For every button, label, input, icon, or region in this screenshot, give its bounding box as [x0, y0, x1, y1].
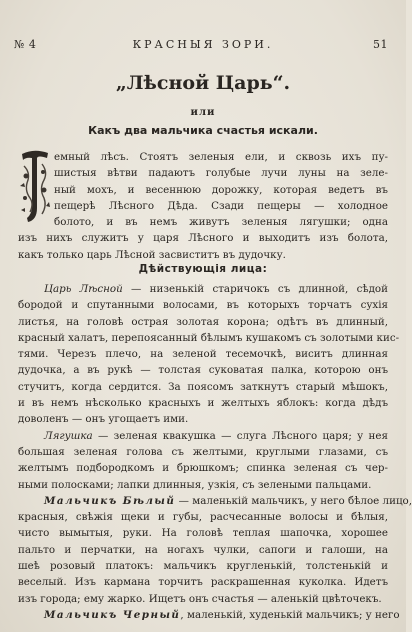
page-number: 51: [373, 38, 388, 51]
text-line: пальто и перчатки, на ногахъ чулки, сапоги и галоши, на: [18, 543, 388, 556]
characters-list: [18, 281, 412, 623]
text-line: и въ немъ нѣсколько красныхъ и желтыхъ яблокъ: когда дѣдъ: [18, 397, 388, 410]
character-entry: Лягушка — зеленая квакушка — слуга Лѣсного царя; у нея: [44, 429, 388, 442]
character-name: Мальчикъ Черный: [44, 608, 181, 621]
text-line: желтымъ подбородкомъ и брюшкомъ; спинка зеленая съ чер-: [18, 462, 388, 475]
section-heading: Дѣйствующія лица:: [138, 263, 268, 275]
text-line: листья, на головѣ острая золотая корона; одѣтъ въ длинный,: [18, 315, 388, 328]
text-line: емный лѣсъ. Стоятъ зеленыя ели, и сквозь ихъ пу-: [54, 151, 388, 163]
play-title: „Лѣсной Царь“.: [115, 72, 291, 94]
text-line: веселый. Изъ кармана торчитъ раскрашенная куколка. Идетъ: [18, 576, 388, 589]
text-line: стучитъ, когда сердится. За поясомъ заткнутъ старый мѣшокъ,: [18, 380, 388, 393]
journal-title: КРАСНЫЯ ЗОРИ.: [132, 38, 274, 51]
text-line: бородой и спутанными волосами, въ которыхъ торчатъ сухія: [18, 299, 388, 312]
text-line: болото, и въ немъ живутъ зеленыя лягушки; одна: [54, 216, 388, 229]
text-line: шеѣ розовый платокъ: мальчикъ кругленькій, толстенькій и: [18, 560, 388, 573]
character-name: Царь Лѣсной: [44, 283, 123, 295]
text-line: красный халатъ, перепоясанный бѣлымъ кушакомъ съ золотыми кис-: [18, 331, 400, 344]
text-line: красныя, свѣжія щеки и губы, расчесанные волосы и бѣлыя,: [18, 511, 388, 524]
text-line: дудочка, а въ рукѣ — толстая суковатая палка, которою онъ: [18, 364, 388, 377]
character-name: Лягушка: [44, 429, 93, 442]
text-line: чисто вымытыя, руки. На головѣ теплая шапочка, хорошее: [18, 527, 388, 540]
text-line: изъ города; ему жарко. Ищетъ онъ счастья — аленькій цвѣточекъ.: [18, 592, 382, 605]
text-line: ными полосками; лапки длинныя, узкія, съ зелеными пальцами.: [18, 478, 372, 491]
text-line: ный мохъ, и весеннюю дорожку, которая ведетъ въ: [54, 183, 388, 196]
intro-paragraph: [18, 149, 388, 263]
character-entry: Мальчикъ Черный, маленькій, худенькій мальчикъ; у него: [44, 608, 400, 621]
character-name: Мальчикъ Бѣлый: [44, 494, 176, 507]
text-line: пещерѣ Лѣсного Дѣда. Сзади пещеры — холодное: [54, 199, 388, 212]
character-entry: Мальчикъ Бѣлый — маленькій мальчикъ, у него бѣлое лицо,: [44, 494, 412, 507]
text-line: доволенъ — онъ угощаетъ ими.: [18, 413, 189, 426]
subtitle-connector: или: [190, 107, 216, 118]
issue-number: № 4: [14, 38, 37, 51]
text-line: шистыя вѣтви падаютъ голубые лучи луны на зеле-: [54, 167, 388, 180]
text-line: какъ только царь Лѣсной засвиститъ въ дудочку.: [18, 248, 286, 261]
text-line: большая зеленая голова съ желтыми, круглыми глазами, съ: [18, 445, 388, 458]
play-subtitle: Какъ два мальчика счастья искали.: [88, 124, 318, 137]
text-line: изъ нихъ служитъ у царя Лѣсного и выходитъ изъ болота,: [18, 232, 388, 245]
text-line: тями. Черезъ плечо, на зеленой тесемочкѣ, виситъ длинная: [18, 348, 388, 361]
running-head: [14, 38, 392, 52]
character-entry: Царь Лѣсной — низенькій старичокъ съ длинной, сѣдой: [44, 283, 388, 295]
